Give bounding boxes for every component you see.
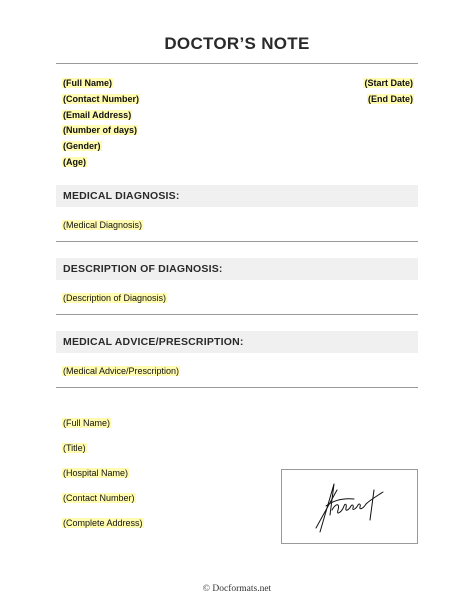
- doctor-contact-number-field[interactable]: [62, 492, 136, 504]
- start-date: (Start Date): [364, 78, 413, 88]
- section-divider: [56, 314, 418, 315]
- patient-age-field[interactable]: [62, 156, 87, 168]
- patient-gender-field[interactable]: [62, 140, 102, 152]
- doctor-full-name: (Full Name): [63, 418, 111, 428]
- patient-full-name-field[interactable]: [62, 77, 113, 89]
- patient-full-name: (Full Name): [63, 78, 113, 88]
- doctor-title: (Title): [63, 443, 86, 453]
- hospital-name: (Hospital Name): [63, 468, 129, 478]
- title-divider: [56, 63, 418, 64]
- patient-contact-number-field[interactable]: [62, 93, 140, 105]
- description-of-diagnosis-value: (Description of Diagnosis): [63, 293, 167, 303]
- medical-diagnosis-heading: MEDICAL DIAGNOSIS:: [56, 185, 418, 207]
- doctor-full-name-field[interactable]: [62, 417, 111, 429]
- footer-copyright: © Docformats.net: [202, 584, 272, 594]
- medical-diagnosis-value: (Medical Diagnosis): [63, 220, 143, 230]
- section-divider: [56, 241, 418, 242]
- patient-contact-number: (Contact Number): [63, 94, 139, 104]
- patient-age: (Age): [63, 157, 86, 167]
- end-date-field[interactable]: [367, 93, 414, 105]
- complete-address: (Complete Address): [63, 518, 143, 528]
- medical-advice-heading: MEDICAL ADVICE/PRESCRIPTION:: [56, 331, 418, 353]
- doctor-title-field[interactable]: [62, 442, 87, 454]
- description-of-diagnosis-heading: DESCRIPTION OF DIAGNOSIS:: [56, 258, 418, 280]
- doctor-contact-number: (Contact Number): [63, 493, 135, 503]
- patient-gender: (Gender): [63, 141, 101, 151]
- patient-days-field[interactable]: [62, 124, 138, 136]
- medical-advice-value: (Medical Advice/Prescription): [63, 366, 180, 376]
- complete-address-field[interactable]: [62, 517, 144, 529]
- hospital-name-field[interactable]: [62, 467, 129, 479]
- document-title: DOCTOR’S NOTE: [164, 34, 310, 53]
- end-date: (End Date): [368, 94, 413, 104]
- patient-number-of-days: (Number of days): [63, 125, 138, 135]
- patient-email-field[interactable]: [62, 109, 132, 121]
- start-date-field[interactable]: [363, 77, 414, 89]
- patient-email-address: (Email Address): [63, 110, 132, 120]
- medical-diagnosis-field[interactable]: [62, 219, 143, 231]
- section-divider: [56, 387, 418, 388]
- description-of-diagnosis-field[interactable]: [62, 292, 167, 304]
- signature-icon: [282, 470, 419, 545]
- medical-advice-field[interactable]: [62, 365, 180, 377]
- signature-box[interactable]: [281, 469, 418, 544]
